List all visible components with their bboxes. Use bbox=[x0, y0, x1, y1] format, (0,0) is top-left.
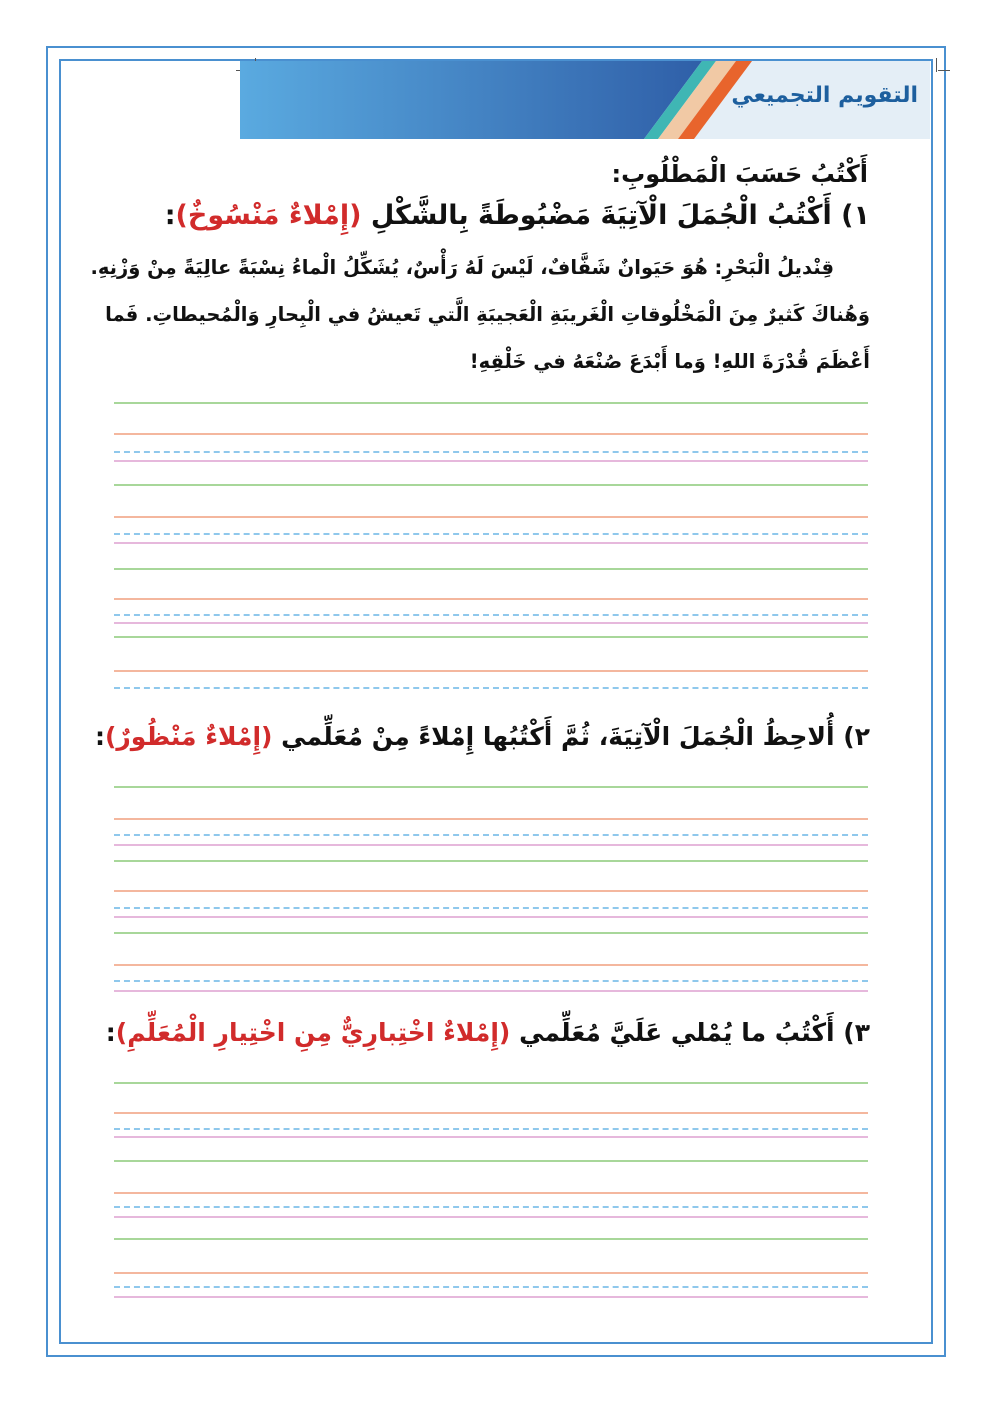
question-3-text: ٣) أَكْتُبُ ما يُمْلي عَلَيَّ مُعَلِّمي bbox=[519, 1018, 870, 1047]
ruled-line bbox=[114, 1136, 868, 1138]
ruled-line bbox=[114, 542, 868, 544]
ruled-line bbox=[114, 1286, 868, 1288]
question-1-text: ١) أَكْتُبُ الْجُمَلَ الْآتِيَةَ مَضْبُوطَةً بِالشَّكْلِ bbox=[370, 200, 870, 231]
ruled-line bbox=[114, 687, 868, 689]
section-banner bbox=[240, 61, 930, 139]
ruled-line bbox=[114, 1206, 868, 1208]
ruled-line bbox=[114, 1082, 868, 1084]
ruled-line bbox=[114, 402, 868, 404]
ruled-line bbox=[114, 990, 868, 992]
ruled-line bbox=[114, 636, 868, 638]
ruled-line bbox=[114, 1216, 868, 1218]
ruled-line bbox=[114, 670, 868, 672]
paragraph-line: قِنْديلُ الْبَحْرِ: هُوَ حَيَوانٌ شَفَّافٌ، لَيْسَ لَهُ رَأْسٌ، يُشَكِّلُ الْماءُ نِسْبَةً عالِيَةً مِنْ وَزْنِهِ. bbox=[90, 256, 834, 279]
q1-writing-area[interactable] bbox=[114, 400, 868, 700]
ruled-line bbox=[114, 980, 868, 982]
question-3-colon: : bbox=[105, 1018, 116, 1047]
paragraph-line: أَعْظَمَ قُدْرَةَ اللهِ! وَما أَبْدَعَ صُنْعَهُ في خَلْقِهِ! bbox=[469, 350, 870, 373]
ruled-line bbox=[114, 890, 868, 892]
question-3-tag: (إِمْلاءٌ اخْتِبارِيٌّ مِنِ اخْتِيارِ الْمُعَلِّمِ) bbox=[115, 1018, 511, 1047]
question-1-heading bbox=[165, 200, 870, 231]
ruled-line bbox=[114, 844, 868, 846]
ruled-line bbox=[114, 932, 868, 934]
ruled-line bbox=[114, 916, 868, 918]
question-2-heading bbox=[95, 722, 870, 751]
ruled-line bbox=[114, 834, 868, 836]
ruled-line bbox=[114, 1192, 868, 1194]
question-2-text: ٢) أُلاحِظُ الْجُمَلَ الْآتِيَةَ، ثُمَّ أَكْتُبُها إِمْلاءً مِنْ مُعَلِّمي bbox=[281, 722, 870, 751]
ruled-line bbox=[114, 860, 868, 862]
question-3-heading bbox=[106, 1018, 870, 1047]
question-1-colon: : bbox=[164, 200, 176, 231]
ruled-line bbox=[114, 818, 868, 820]
dictation-paragraph bbox=[90, 244, 870, 385]
section-title: التقويم التجميعي bbox=[731, 83, 918, 108]
ruled-line bbox=[114, 964, 868, 966]
ruled-line bbox=[114, 1160, 868, 1162]
ruled-line bbox=[114, 460, 868, 462]
ruled-line bbox=[114, 516, 868, 518]
ruled-line bbox=[114, 1296, 868, 1298]
question-1-tag: (إِمْلاءٌ مَنْسُوخٌ) bbox=[175, 200, 362, 231]
ruled-line bbox=[114, 1128, 868, 1130]
q2-writing-area[interactable] bbox=[114, 780, 868, 1000]
main-instruction: أَكْتُبُ حَسَبَ الْمَطْلُوبِ: bbox=[611, 160, 868, 188]
ruled-line bbox=[114, 533, 868, 535]
ruled-line bbox=[114, 568, 868, 570]
ruled-line bbox=[114, 484, 868, 486]
q3-writing-area[interactable] bbox=[114, 1078, 868, 1308]
ruled-line bbox=[114, 1238, 868, 1240]
ruled-line bbox=[114, 1272, 868, 1274]
ruled-line bbox=[114, 786, 868, 788]
crop-mark bbox=[938, 70, 950, 71]
ruled-line bbox=[114, 622, 868, 624]
crop-mark bbox=[936, 58, 937, 72]
ruled-line bbox=[114, 433, 868, 435]
ruled-line bbox=[114, 614, 868, 616]
paragraph-line: وَهُناكَ كَثيرٌ مِنَ الْمَخْلُوقاتِ الْغَريبَةِ الْعَجيبَةِ الَّتي تَعيشُ في الْبِحارِ وَالْمُحيطاتِ. فَما bbox=[105, 303, 870, 326]
ruled-line bbox=[114, 907, 868, 909]
ruled-line bbox=[114, 1112, 868, 1114]
ruled-line bbox=[114, 451, 868, 453]
question-2-tag: (إِمْلاءٌ مَنْظُورٌ) bbox=[104, 722, 273, 751]
ruled-line bbox=[114, 598, 868, 600]
question-2-colon: : bbox=[94, 722, 105, 751]
